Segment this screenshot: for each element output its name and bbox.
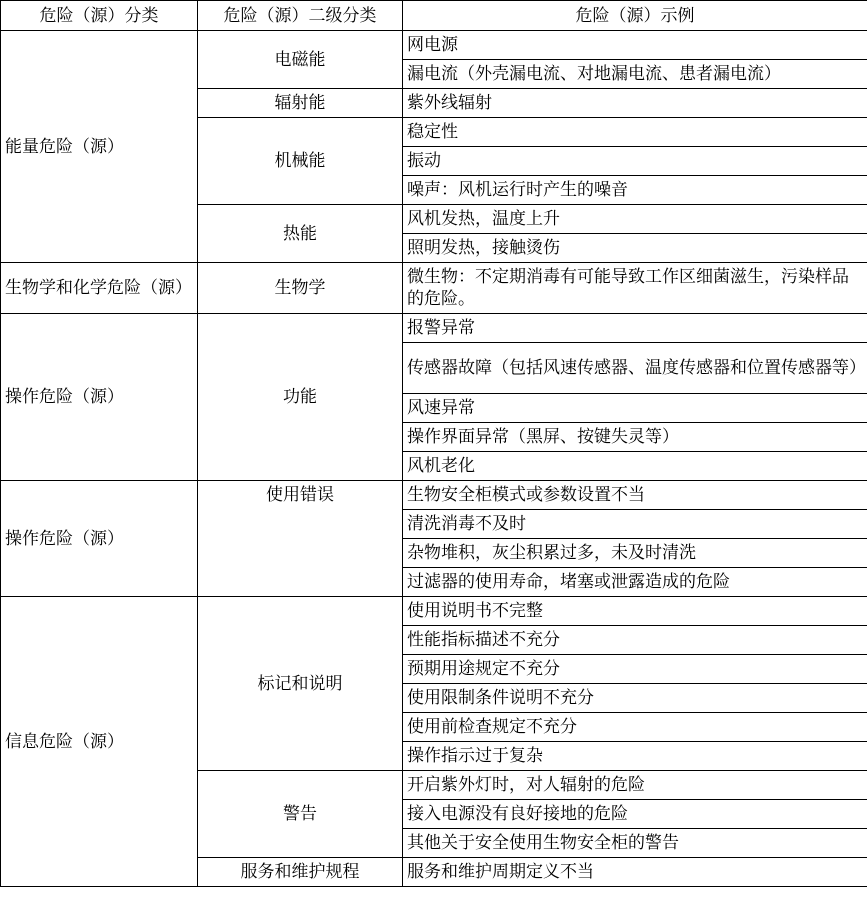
table-row xyxy=(1,263,867,314)
example-cell: 报警异常 xyxy=(403,314,867,343)
example-cell: 照明发热，接触烫伤 xyxy=(403,234,867,263)
category-cell: 操作危险（源） xyxy=(1,314,198,481)
example-cell: 杂物堆积，灰尘积累过多，未及时清洗 xyxy=(403,539,867,568)
example-cell: 微生物：不定期消毒有可能导致工作区细菌滋生，污染样品的危险。 xyxy=(403,263,867,314)
table-row xyxy=(1,481,867,510)
example-cell: 使用前检查规定不充分 xyxy=(403,713,867,742)
subcategory-cell: 电磁能 xyxy=(198,31,403,89)
example-cell: 操作界面异常（黑屏、按键失灵等） xyxy=(403,423,867,452)
header-subcategory: 危险（源）二级分类 xyxy=(198,1,403,31)
subcategory-cell: 使用错误 xyxy=(198,481,403,597)
category-cell: 信息危险（源） xyxy=(1,597,198,887)
subcategory-cell: 辐射能 xyxy=(198,89,403,118)
table-row xyxy=(1,597,867,626)
example-cell: 风机老化 xyxy=(403,452,867,481)
example-cell: 其他关于安全使用生物安全柜的警告 xyxy=(403,829,867,858)
example-cell: 开启紫外灯时，对人辐射的危险 xyxy=(403,771,867,800)
example-cell: 过滤器的使用寿命，堵塞或泄露造成的危险 xyxy=(403,568,867,597)
example-cell: 风速异常 xyxy=(403,394,867,423)
subcategory-cell: 生物学 xyxy=(198,263,403,314)
example-cell: 接入电源没有良好接地的危险 xyxy=(403,800,867,829)
example-cell: 操作指示过于复杂 xyxy=(403,742,867,771)
example-cell: 服务和维护周期定义不当 xyxy=(403,858,867,887)
example-cell: 生物安全柜模式或参数设置不当 xyxy=(403,481,867,510)
table-row xyxy=(1,314,867,343)
subcategory-cell: 机械能 xyxy=(198,118,403,205)
header-category: 危险（源）分类 xyxy=(1,1,198,31)
example-cell: 风机发热，温度上升 xyxy=(403,205,867,234)
header-examples: 危险（源）示例 xyxy=(403,1,867,31)
subcategory-cell: 热能 xyxy=(198,205,403,263)
category-cell: 操作危险（源） xyxy=(1,481,198,597)
category-cell: 能量危险（源） xyxy=(1,31,198,263)
subcategory-cell: 功能 xyxy=(198,314,403,481)
example-cell: 网电源 xyxy=(403,31,867,60)
example-cell: 使用说明书不完整 xyxy=(403,597,867,626)
example-cell: 噪声：风机运行时产生的噪音 xyxy=(403,176,867,205)
example-cell: 清洗消毒不及时 xyxy=(403,510,867,539)
example-cell: 漏电流（外壳漏电流、对地漏电流、患者漏电流） xyxy=(403,60,867,89)
example-cell: 振动 xyxy=(403,147,867,176)
example-cell: 使用限制条件说明不充分 xyxy=(403,684,867,713)
example-cell: 性能指标描述不充分 xyxy=(403,626,867,655)
example-cell: 传感器故障（包括风速传感器、温度传感器和位置传感器等） xyxy=(403,343,867,394)
subcategory-cell: 标记和说明 xyxy=(198,597,403,771)
subcategory-cell: 警告 xyxy=(198,771,403,858)
example-cell: 稳定性 xyxy=(403,118,867,147)
example-cell: 预期用途规定不充分 xyxy=(403,655,867,684)
header-row xyxy=(1,1,867,31)
category-cell: 生物学和化学危险（源） xyxy=(1,263,198,314)
table-row xyxy=(1,31,867,60)
example-cell: 紫外线辐射 xyxy=(403,89,867,118)
subcategory-cell: 服务和维护规程 xyxy=(198,858,403,887)
